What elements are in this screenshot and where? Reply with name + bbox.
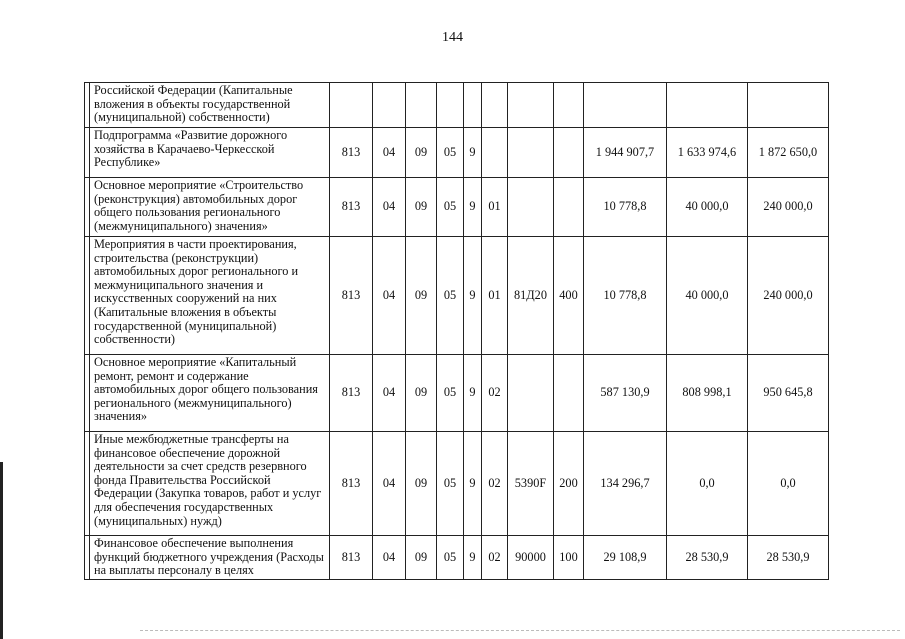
cs1-cell xyxy=(437,83,464,128)
rz-cell: 04 xyxy=(373,178,406,237)
cs1-cell: 05 xyxy=(437,237,464,355)
cs2-cell: 9 xyxy=(464,237,482,355)
pr-cell: 09 xyxy=(406,432,437,536)
rz-cell xyxy=(373,83,406,128)
pr-cell: 09 xyxy=(406,178,437,237)
ved-cell xyxy=(330,83,373,128)
year2-cell: 28 530,9 xyxy=(667,536,748,580)
vr-cell: 400 xyxy=(554,237,584,355)
pr-cell: 09 xyxy=(406,128,437,178)
year3-cell: 1 872 650,0 xyxy=(748,128,829,178)
rz-cell: 04 xyxy=(373,237,406,355)
year1-cell: 29 108,9 xyxy=(584,536,667,580)
cs1-cell: 05 xyxy=(437,355,464,432)
row-name-cell: Финансовое обеспечение выполнения функций бюджетного учреждения (Расходы на выплаты персоналу в целях xyxy=(90,536,330,580)
ved-cell: 813 xyxy=(330,178,373,237)
vr-cell xyxy=(554,83,584,128)
row-name-cell: Подпрограмма «Развитие дорожного хозяйства в Карачаево-Черкесской Республике» xyxy=(90,128,330,178)
table-row xyxy=(85,128,829,178)
cs4-cell xyxy=(508,128,554,178)
row-name-cell: Основное мероприятие «Строительство (реконструкция) автомобильных дорог общего пользования регионального (межмуниципального) значения» xyxy=(90,178,330,237)
cs3-cell: 01 xyxy=(482,237,508,355)
budget-table xyxy=(84,82,829,580)
pr-cell: 09 xyxy=(406,237,437,355)
pr-cell xyxy=(406,83,437,128)
scan-bottom-line xyxy=(140,630,900,631)
cs2-cell: 9 xyxy=(464,355,482,432)
table-row xyxy=(85,237,829,355)
ved-cell: 813 xyxy=(330,536,373,580)
cs2-cell: 9 xyxy=(464,432,482,536)
year1-cell: 134 296,7 xyxy=(584,432,667,536)
ved-cell: 813 xyxy=(330,128,373,178)
scan-edge-shadow xyxy=(0,462,3,639)
cs1-cell: 05 xyxy=(437,432,464,536)
cs2-cell xyxy=(464,83,482,128)
year3-cell: 28 530,9 xyxy=(748,536,829,580)
cs3-cell xyxy=(482,83,508,128)
cs4-cell xyxy=(508,178,554,237)
vr-cell xyxy=(554,355,584,432)
cs4-cell xyxy=(508,83,554,128)
year2-cell xyxy=(667,83,748,128)
row-name-cell: Мероприятия в части проектирования, строительства (реконструкции) автомобильных дорог регионального и межмуниципального значения и искусственных сооружений на них (Капитальные вложения в объекты государственной (муниципальной) собственности) xyxy=(90,237,330,355)
ved-cell: 813 xyxy=(330,432,373,536)
year3-cell: 240 000,0 xyxy=(748,178,829,237)
vr-cell xyxy=(554,178,584,237)
vr-cell: 200 xyxy=(554,432,584,536)
rz-cell: 04 xyxy=(373,536,406,580)
page-number: 144 xyxy=(442,30,463,45)
row-name-cell: Иные межбюджетные трансферты на финансовое обеспечение дорожной деятельности за счет средств резервного фонда Правительства Российской Федерации (Закупка товаров, работ и услуг для обеспечения государственных (муниципальных) нужд) xyxy=(90,432,330,536)
year3-cell: 0,0 xyxy=(748,432,829,536)
year1-cell: 10 778,8 xyxy=(584,237,667,355)
cs2-cell: 9 xyxy=(464,178,482,237)
table-row xyxy=(85,83,829,128)
year1-cell: 1 944 907,7 xyxy=(584,128,667,178)
year2-cell: 1 633 974,6 xyxy=(667,128,748,178)
table-row xyxy=(85,355,829,432)
cs4-cell: 5390F xyxy=(508,432,554,536)
year1-cell xyxy=(584,83,667,128)
table-row xyxy=(85,536,829,580)
year2-cell: 40 000,0 xyxy=(667,178,748,237)
cs3-cell: 02 xyxy=(482,432,508,536)
cs3-cell xyxy=(482,128,508,178)
row-name-cell: Основное мероприятие «Капитальный ремонт, ремонт и содержание автомобильных дорог общего пользования регионального (межмуниципального) значения» xyxy=(90,355,330,432)
table-row xyxy=(85,178,829,237)
year3-cell: 950 645,8 xyxy=(748,355,829,432)
rz-cell: 04 xyxy=(373,355,406,432)
cs4-cell xyxy=(508,355,554,432)
cs3-cell: 01 xyxy=(482,178,508,237)
pr-cell: 09 xyxy=(406,536,437,580)
cs3-cell: 02 xyxy=(482,355,508,432)
year1-cell: 10 778,8 xyxy=(584,178,667,237)
year2-cell: 0,0 xyxy=(667,432,748,536)
year1-cell: 587 130,9 xyxy=(584,355,667,432)
cs2-cell: 9 xyxy=(464,536,482,580)
year2-cell: 40 000,0 xyxy=(667,237,748,355)
year2-cell: 808 998,1 xyxy=(667,355,748,432)
ved-cell: 813 xyxy=(330,355,373,432)
table-row xyxy=(85,432,829,536)
cs4-cell: 90000 xyxy=(508,536,554,580)
cs1-cell: 05 xyxy=(437,128,464,178)
cs3-cell: 02 xyxy=(482,536,508,580)
cs1-cell: 05 xyxy=(437,536,464,580)
rz-cell: 04 xyxy=(373,432,406,536)
cs4-cell: 81Д20 xyxy=(508,237,554,355)
year3-cell: 240 000,0 xyxy=(748,237,829,355)
vr-cell xyxy=(554,128,584,178)
budget-table-body xyxy=(85,83,829,580)
row-name-cell: Российской Федерации (Капитальные вложения в объекты государственной (муниципальной) собственности) xyxy=(90,83,330,128)
vr-cell: 100 xyxy=(554,536,584,580)
cs1-cell: 05 xyxy=(437,178,464,237)
cs2-cell: 9 xyxy=(464,128,482,178)
year3-cell xyxy=(748,83,829,128)
pr-cell: 09 xyxy=(406,355,437,432)
rz-cell: 04 xyxy=(373,128,406,178)
ved-cell: 813 xyxy=(330,237,373,355)
